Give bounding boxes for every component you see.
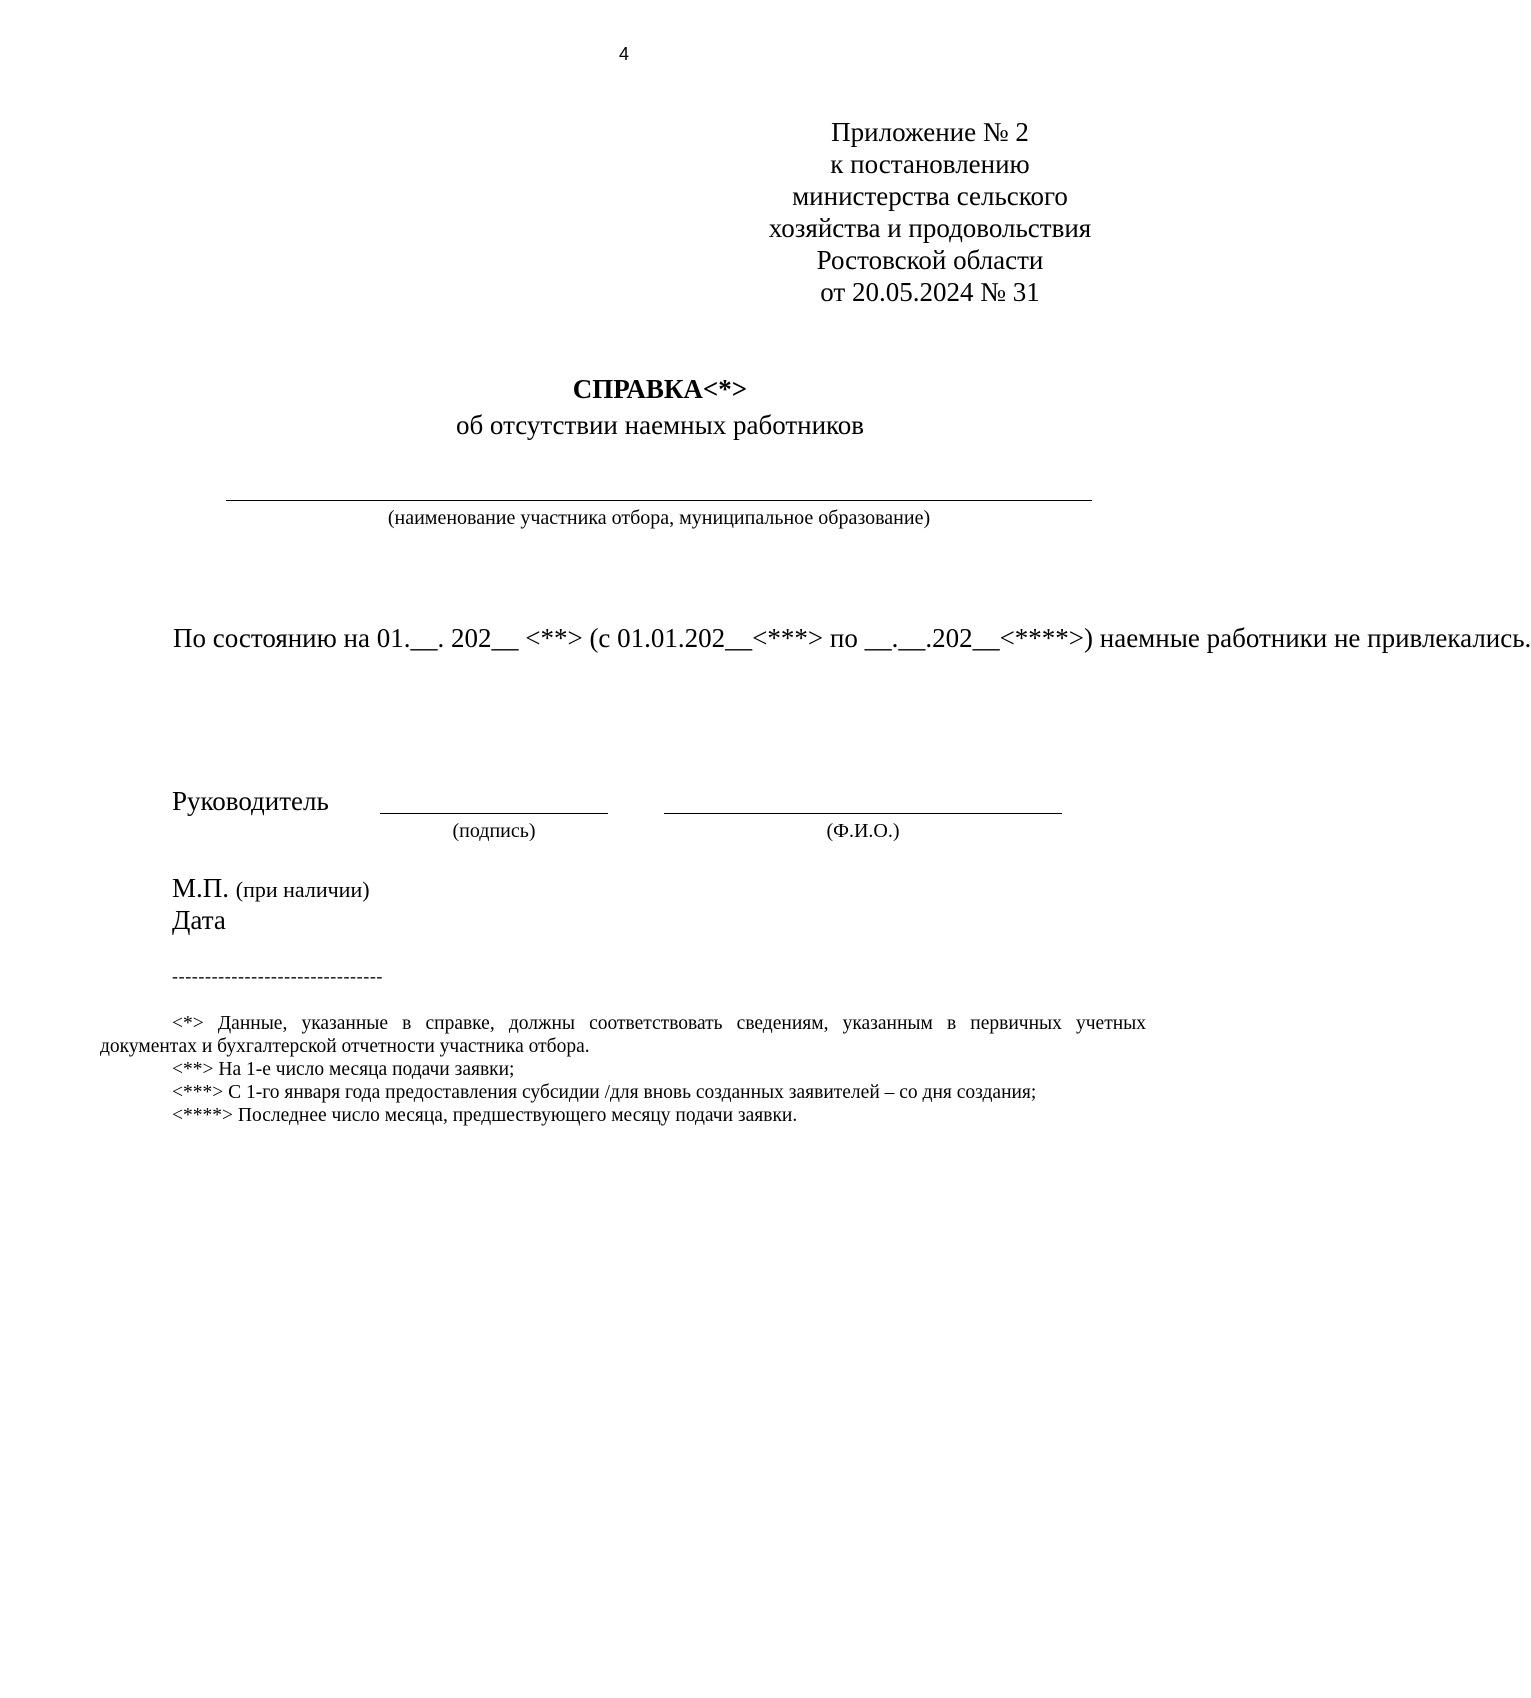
annex-line: хозяйства и продовольствия	[768, 213, 1092, 243]
participant-name-line	[226, 500, 1092, 501]
annex-line: к постановлению	[830, 149, 1030, 179]
footnotes	[100, 1012, 1146, 1127]
annex-block	[720, 116, 1140, 308]
full-name-line	[664, 813, 1062, 814]
footnote: <*> Данные, указанные в справке, должны соответствовать сведениям, указанным в первичных учетных документах и бухгалтерской отчетности участника отбора.	[100, 1013, 1146, 1057]
signature-caption: (подпись)	[452, 820, 536, 842]
annex-line: Ростовской области	[816, 245, 1044, 275]
signer-role-label: Руководитель	[172, 786, 329, 816]
document-subtitle: об отсутствии наемных работников	[455, 410, 865, 440]
participant-caption: (наименование участника отбора, муниципальное образование)	[387, 507, 931, 529]
stamp-note: (при наличии)	[235, 877, 370, 902]
footnote: <****> Последнее число месяца, предшествующего месяцу подачи заявки.	[172, 1105, 798, 1126]
page-number: 4	[618, 44, 629, 64]
body-text: По состоянию на 01.__. 202__ <**> (с 01.01.202__<***> по __.__.202__<****>) наемные работники не привлекались.	[173, 623, 1531, 653]
document-title: СПРАВКА<*>	[572, 374, 748, 404]
annex-line: Приложение № 2	[831, 117, 1029, 147]
body-paragraph	[100, 620, 1531, 656]
footnote: <***> С 1-го января года предоставления субсидии /для вновь созданных заявителей – со дня создания;	[172, 1082, 1037, 1103]
stamp-block	[172, 873, 370, 904]
stamp-label: М.П.	[172, 873, 230, 903]
footnote: <**> На 1-е число месяца подачи заявки;	[172, 1059, 515, 1080]
date-label: Дата	[172, 905, 226, 935]
signature-line	[380, 813, 608, 814]
annex-line: министерства сельского	[792, 181, 1068, 211]
full-name-caption: (Ф.И.О.)	[826, 820, 900, 842]
footnote-separator: --------------------------------	[172, 966, 384, 986]
annex-line: от 20.05.2024 № 31	[820, 277, 1040, 307]
